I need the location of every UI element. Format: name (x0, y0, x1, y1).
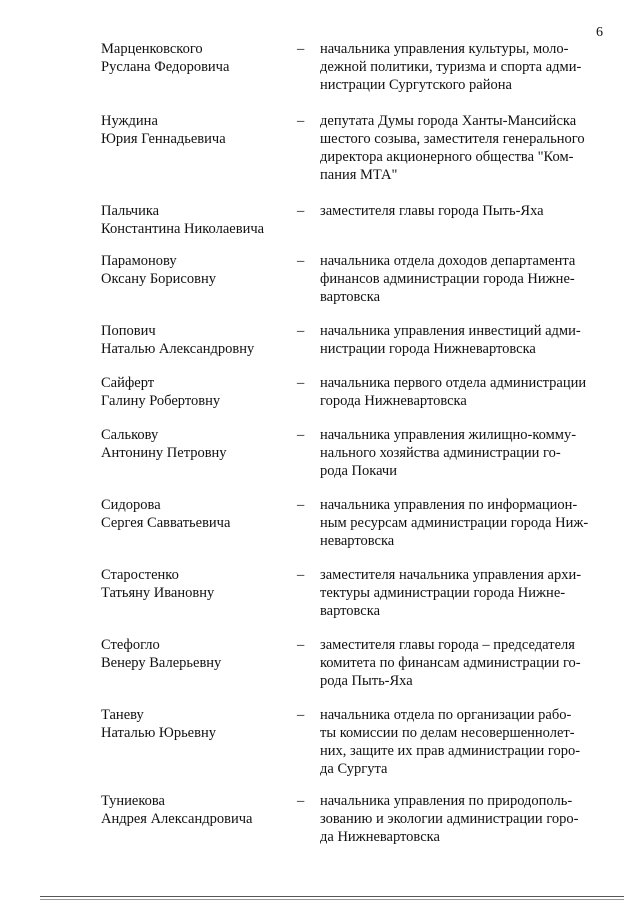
person-name-line: Сайферт (101, 375, 155, 391)
person-name-line: Оксану Борисовну (101, 271, 216, 287)
dash-separator: – (297, 375, 305, 391)
person-name (101, 322, 291, 358)
position-description (320, 202, 601, 220)
position-description-line: невартовска (320, 533, 395, 549)
page-number: 6 (596, 25, 603, 40)
position-description-line: ным ресурсам администрации города Ниж- (320, 515, 589, 531)
position-description-line: нистрации города Нижневартовска (320, 341, 536, 357)
person-name-line: Андрея Александровича (101, 811, 253, 827)
position-description-line: заместителя главы города Пыть-Яха (320, 203, 544, 219)
person-name-line: Марценковского (101, 41, 203, 57)
dash-separator: – (297, 203, 305, 219)
dash-separator: – (297, 113, 305, 129)
dash-separator: – (297, 567, 305, 583)
position-description (320, 496, 601, 550)
person-name-line: Парамонову (101, 253, 177, 269)
position-description-line: заместителя начальника управления архи- (320, 567, 582, 583)
dash-separator: – (297, 707, 305, 723)
person-name-line: Салькову (101, 427, 159, 443)
position-description-line: да Сургута (320, 761, 388, 777)
person-name-line: Константина Николаевича (101, 221, 265, 237)
position-description (320, 566, 601, 620)
person-name-line: Пальчика (101, 203, 160, 219)
person-name-line: Руслана Федоровича (101, 59, 230, 75)
person-name-line: Старостенко (101, 567, 179, 583)
position-description-line: нистрации Сургутского района (320, 77, 512, 93)
position-description-line: пания МТА" (320, 167, 398, 183)
position-description (320, 374, 601, 410)
person-name (101, 112, 291, 148)
person-name (101, 496, 291, 532)
person-name-line: Галину Робертовну (101, 393, 221, 409)
position-description (320, 40, 601, 94)
position-description-line: начальника отдела по организации рабо- (320, 707, 572, 723)
person-name-line: Попович (101, 323, 156, 339)
position-description-line: ты комиссии по делам несовершеннолет- (320, 725, 575, 741)
position-description-line: вартовска (320, 289, 381, 305)
person-name-line: Стефогло (101, 637, 160, 653)
position-description (320, 322, 601, 358)
person-name-line: Антонину Петровну (101, 445, 227, 461)
person-name-line: Юрия Геннадьевича (101, 131, 226, 147)
person-name (101, 636, 291, 672)
position-description (320, 706, 601, 778)
position-description-line: рода Пыть-Яха (320, 673, 413, 689)
person-name (101, 252, 291, 288)
person-name (101, 202, 291, 238)
dash-separator: – (297, 793, 305, 809)
position-description-line: дежной политики, туризма и спорта адми- (320, 59, 582, 75)
dash-separator: – (297, 427, 305, 443)
position-description-line: финансов администрации города Нижне- (320, 271, 575, 287)
dash-separator: – (297, 41, 305, 57)
position-description-line: начальника управления по природополь- (320, 793, 573, 809)
position-description-line: начальника управления жилищно-комму- (320, 427, 577, 443)
person-name-line: Нуждина (101, 113, 158, 129)
position-description-line: города Нижневартовска (320, 393, 467, 409)
position-description-line: да Нижневартовска (320, 829, 440, 845)
person-name (101, 706, 291, 742)
position-description (320, 252, 601, 306)
position-description-line: начальника управления по информацион- (320, 497, 578, 513)
person-name-line: Венеру Валерьевну (101, 655, 222, 671)
position-description-line: заместителя главы города – председателя (320, 637, 575, 653)
dash-separator: – (297, 637, 305, 653)
position-description-line: начальника отдела доходов департамента (320, 253, 576, 269)
position-description-line: тектуры администрации города Нижне- (320, 585, 566, 601)
position-description (320, 636, 601, 690)
person-name (101, 374, 291, 410)
position-description (320, 426, 601, 480)
position-description-line: комитета по финансам администрации го- (320, 655, 581, 671)
footer-divider (40, 896, 624, 897)
position-description-line: нального хозяйства администрации го- (320, 445, 561, 461)
position-description-line: шестого созыва, заместителя генерального (320, 131, 585, 147)
person-name-line: Туниекова (101, 793, 165, 809)
position-description-line: зованию и экологии администрации горо- (320, 811, 579, 827)
dash-separator: – (297, 497, 305, 513)
person-name (101, 40, 291, 76)
position-description (320, 112, 601, 184)
position-description-line: депутата Думы города Ханты-Мансийска (320, 113, 577, 129)
position-description-line: начальника первого отдела администрации (320, 375, 587, 391)
person-name-line: Сидорова (101, 497, 161, 513)
person-name (101, 792, 291, 828)
position-description-line: вартовска (320, 603, 381, 619)
person-name-line: Наталью Юрьевну (101, 725, 216, 741)
position-description-line: начальника управления культуры, моло- (320, 41, 569, 57)
position-description-line: рода Покачи (320, 463, 397, 479)
person-name (101, 566, 291, 602)
person-name-line: Таневу (101, 707, 144, 723)
person-name-line: Наталью Александровну (101, 341, 255, 357)
dash-separator: – (297, 323, 305, 339)
person-name (101, 426, 291, 462)
position-description (320, 792, 601, 846)
footer-divider-secondary (40, 899, 624, 900)
dash-separator: – (297, 253, 305, 269)
person-name-line: Сергея Савватьевича (101, 515, 231, 531)
position-description-line: начальника управления инвестиций адми- (320, 323, 581, 339)
position-description-line: них, защите их прав администрации горо- (320, 743, 581, 759)
position-description-line: директора акционерного общества "Ком- (320, 149, 574, 165)
person-name-line: Татьяну Ивановну (101, 585, 215, 601)
